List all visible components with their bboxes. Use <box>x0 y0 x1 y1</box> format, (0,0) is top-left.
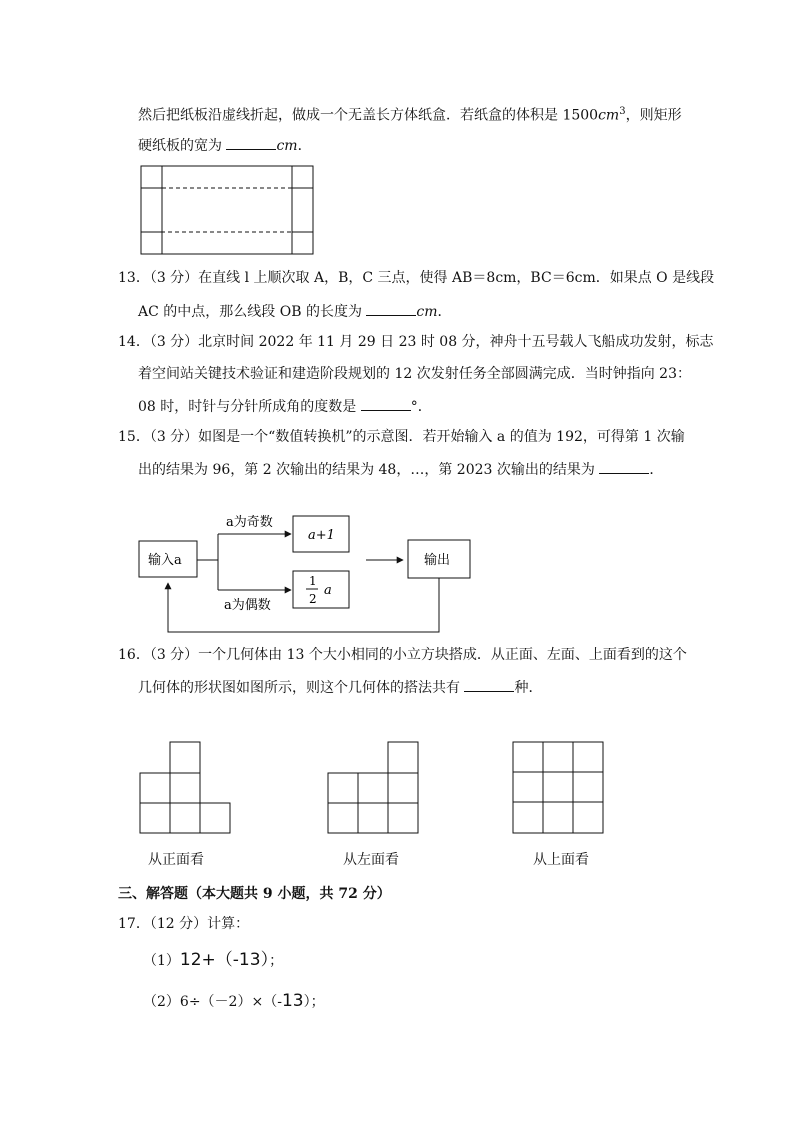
answer-blank[interactable] <box>599 459 649 474</box>
answer-blank[interactable] <box>366 301 416 316</box>
answer-blank[interactable] <box>361 396 411 411</box>
section-title: 三、解答题（本大题共 9 小题，共 72 分） <box>118 886 391 902</box>
odd-condition-label: a为奇数 <box>226 515 273 530</box>
fraction-numerator: 1 <box>309 574 317 588</box>
top-view-caption: 从上面看 <box>533 852 589 868</box>
answer-blank[interactable] <box>226 135 276 150</box>
number-converter-diagram <box>130 505 490 644</box>
left-view-figure <box>326 740 422 840</box>
q14-line2: 着空间站关键技术验证和建造阶段规划的 12 次发射任务全部圆满完成．当时钟指向 23： <box>138 366 691 382</box>
even-condition-label: a为偶数 <box>224 598 271 613</box>
cardboard-svg <box>138 162 318 258</box>
even-box-var: a <box>324 583 332 598</box>
left-view-caption: 从左面看 <box>343 852 399 868</box>
q14-line3: 08 时，时针与分针所成角的度数是 °． <box>138 396 432 416</box>
fold-dashed-rect <box>162 188 292 232</box>
fraction-denominator: 2 <box>309 592 317 606</box>
q13-line1: 13．（3 分）在直线 l 上顺次取 A，B，C 三点，使得 AB＝8cm，BC＝6cm．如果点 O 是线段 <box>118 270 715 286</box>
input-label: 输入a <box>148 553 182 568</box>
front-view-caption: 从正面看 <box>148 852 204 868</box>
left-view-svg <box>326 740 422 836</box>
odd-box-text: a+1 <box>308 528 335 543</box>
top-view-svg <box>511 740 607 836</box>
even-box <box>293 571 349 608</box>
q17-part1: （1）12+（-13）； <box>143 950 284 970</box>
q15-line1: 15．（3 分）如图是一个“数值转换机”的示意图．若开始输入 a 的值为 192，可得第 1 次输 <box>118 429 685 445</box>
answer-blank[interactable] <box>464 677 514 692</box>
q17-title: 17．（12 分）计算： <box>118 916 250 932</box>
q13-line2: AC 的中点，那么线段 OB 的长度为 cm． <box>138 301 452 321</box>
q12-line1: 然后把纸板沿虚线折起，做成一个无盖长方体纸盒．若纸盒的体积是 $1500cm^3$，则矩形 <box>138 106 682 124</box>
q15-line2: 出的结果为 96，第 2 次输出的结果为 48，…，第 2023 次输出的结果为 ． <box>138 459 663 479</box>
flowchart-svg <box>130 505 490 640</box>
top-view-figure <box>511 740 607 840</box>
q16-line1: 16．（3 分）一个几何体由 13 个大小相同的小立方块搭成．从正面、左面、上面看到的这个 <box>118 647 687 663</box>
q14-line1: 14．（3 分）北京时间 2022 年 11 月 29 日 23 时 08 分，神舟十五号载人飞船成功发射，标志 <box>118 334 714 350</box>
feedback-arrow <box>168 578 439 632</box>
front-view-figure <box>138 740 234 840</box>
q17-part2: （2）6÷（－2）×（-13）； <box>143 991 325 1011</box>
front-view-svg <box>138 740 234 836</box>
cardboard-figure <box>138 162 318 262</box>
outer-rect <box>141 166 313 254</box>
output-label: 输出 <box>424 553 451 568</box>
q16-line2: 几何体的形状图如图所示，则这个几何体的搭法共有 种． <box>138 677 542 697</box>
q12-line2: 硬纸板的宽为 cm． <box>138 135 312 155</box>
